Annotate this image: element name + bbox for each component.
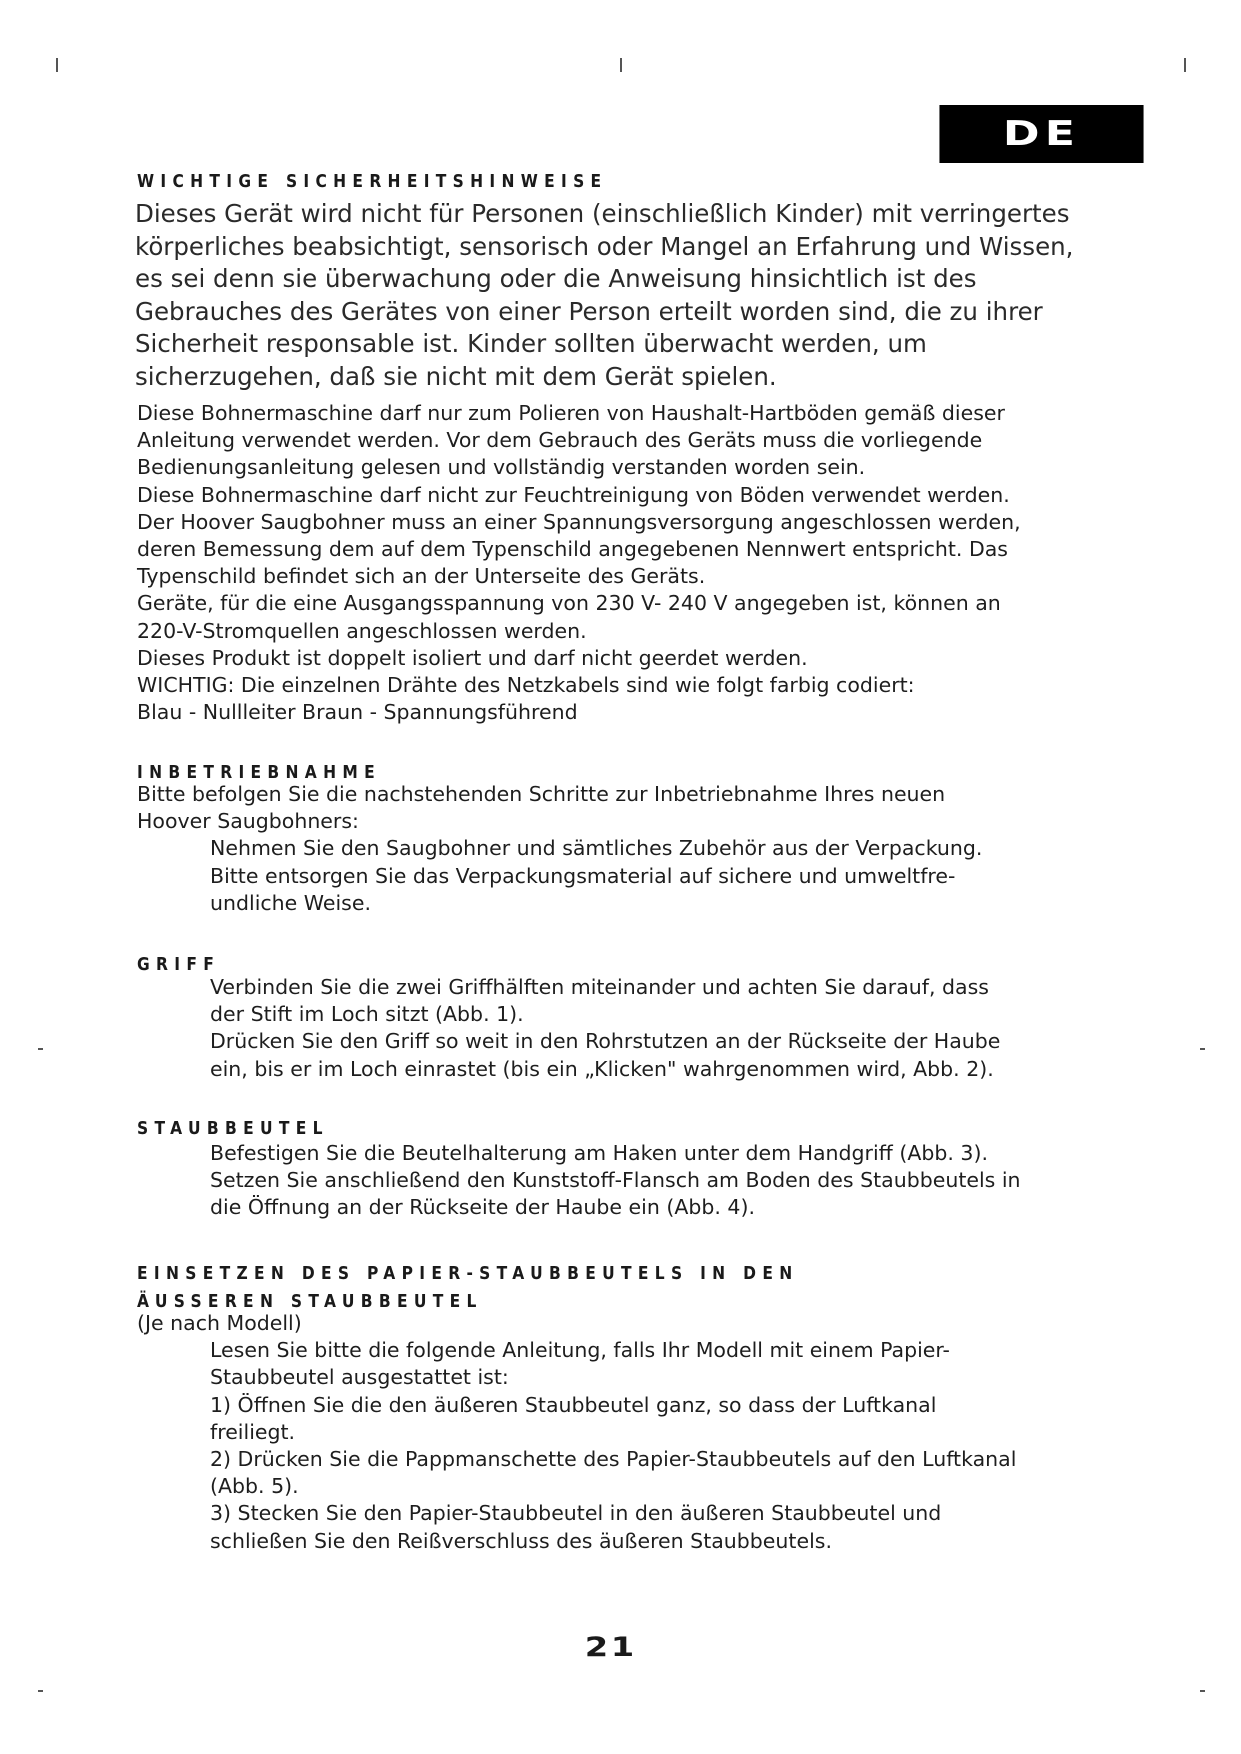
text-line: Drücken Sie den Griff so weit in den Rohrstutzen an der Rückseite der Haube <box>210 1029 1001 1054</box>
safety-heading: WICHTIGE SICHERHEITSHINWEISE <box>137 171 608 192</box>
text-line: Anleitung verwendet werden. Vor dem Gebrauch des Geräts muss die vorliegende <box>137 428 983 453</box>
language-badge: DE <box>939 105 1143 163</box>
text-line: deren Bemessung dem auf dem Typenschild angegebenen Nennwert entspricht. Das <box>137 537 1008 562</box>
crop-mark-top-center <box>620 58 622 72</box>
text-line: Geräte, für die eine Ausgangsspannung von 230 V- 240 V angegeben ist, können an <box>137 591 1001 616</box>
text-line: Staubbeutel ausgestattet ist: <box>210 1365 509 1390</box>
text-line: Typenschild befindet sich an der Unterseite des Geräts. <box>137 564 706 589</box>
handle-heading: GRIFF <box>137 954 221 975</box>
dustbag-heading: STAUBBEUTEL <box>137 1118 329 1139</box>
text-line: (Je nach Modell) <box>137 1311 302 1335</box>
text-line: 1) Öffnen Sie die den äußeren Staubbeutel ganz, so dass der Luftkanal <box>210 1392 937 1417</box>
text-line: Lesen Sie bitte die folgende Anleitung, falls Ihr Modell mit einem Papier- <box>210 1338 950 1363</box>
text-line: Blau - Nullleiter Braun - Spannungsführend <box>137 700 578 725</box>
dustbag-body <box>137 1140 1127 1222</box>
text-line: undliche Weise. <box>210 890 371 915</box>
text-line: Der Hoover Saugbohner muss an einer Spannungsversorgung angeschlossen werden, <box>137 509 1021 534</box>
text-line: Verbinden Sie die zwei Griffhälften miteinander und achten Sie darauf, dass <box>210 975 989 999</box>
safety-intro <box>135 198 1125 393</box>
paperbag-body <box>137 1310 1127 1555</box>
text-line: Diese Bohnermaschine darf nur zum Polieren von Haushalt-Hartböden gemäß dieser <box>137 401 1005 425</box>
setup-body <box>137 781 1127 917</box>
page-number: 21 <box>584 1632 637 1663</box>
text-line: ein, bis er im Loch einrastet (bis ein „Klicken" wahrgenommen wird, Abb. 2). <box>210 1056 994 1081</box>
text-line: Bitte befolgen Sie die nachstehenden Schritte zur Inbetriebnahme Ihres neuen <box>137 782 946 806</box>
paperbag-heading-line2: ÄUSSEREN STAUBBEUTEL <box>137 1291 483 1312</box>
text-line: schließen Sie den Reißverschluss des äußeren Staubbeutels. <box>210 1528 832 1553</box>
text-line: WICHTIG: Die einzelnen Drähte des Netzkabels sind wie folgt farbig codiert: <box>137 673 915 698</box>
safety-body <box>137 400 1127 726</box>
text-line: der Stift im Loch sitzt (Abb. 1). <box>210 1002 524 1027</box>
text-line: die Öffnung an der Rückseite der Haube ein (Abb. 4). <box>210 1195 755 1220</box>
text-line: Dieses Produkt ist doppelt isoliert und darf nicht geerdet werden. <box>137 645 808 670</box>
handle-body <box>137 974 1127 1083</box>
crop-mark-bottom-right <box>1200 1690 1205 1692</box>
text-line: freiliegt. <box>210 1419 296 1444</box>
text-line: Diese Bohnermaschine darf nicht zur Feuchtreinigung von Böden verwendet werden. <box>137 482 1010 507</box>
paperbag-heading-line1: EINSETZEN DES PAPIER-STAUBBEUTELS IN DEN <box>137 1263 799 1284</box>
crop-mark-mid-left <box>38 1048 43 1050</box>
text-line: Bitte entsorgen Sie das Verpackungsmaterial auf sichere und umweltfre- <box>210 863 956 888</box>
text-line: Befestigen Sie die Beutelhalterung am Haken unter dem Handgriff (Abb. 3). <box>210 1141 988 1165</box>
text-line: 220-V-Stromquellen angeschlossen werden. <box>137 618 587 643</box>
crop-mark-top-right <box>1184 58 1186 72</box>
text-line: 2) Drücken Sie die Pappmanschette des Papier-Staubbeutels auf den Luftkanal <box>210 1447 1017 1472</box>
text-line: Hoover Saugbohners: <box>137 809 359 834</box>
text-line: Setzen Sie anschließend den Kunststoff-Flansch am Boden des Staubbeutels in <box>210 1168 1021 1193</box>
text-line: 3) Stecken Sie den Papier-Staubbeutel in den äußeren Staubbeutel und <box>210 1501 942 1526</box>
safety-intro-text: Dieses Gerät wird nicht für Personen (einschließlich Kinder) mit verringertes körperliches beabsichtigt, sensorisch oder Mangel an Erfahrung und Wissen, es sei denn sie überwachung oder die Anweisung hinsichtlich ist des Gebrauches des Gerätes von einer Person erteilt worden sind, die zu ihrer Sicherheit responsable ist. Kinder sollten überwacht werden, um sicherzugehen, daß sie nicht mit dem Gerät spielen. <box>135 199 1074 391</box>
crop-mark-mid-right <box>1200 1048 1205 1050</box>
text-line: Nehmen Sie den Saugbohner und sämtliches Zubehör aus der Verpackung. <box>210 836 983 861</box>
crop-mark-top-left <box>56 58 58 72</box>
text-line: (Abb. 5). <box>210 1474 299 1499</box>
text-line: Bedienungsanleitung gelesen und vollständig verstanden worden sein. <box>137 455 866 480</box>
setup-heading: INBETRIEBNAHME <box>137 762 381 783</box>
crop-mark-bottom-left <box>38 1690 43 1692</box>
